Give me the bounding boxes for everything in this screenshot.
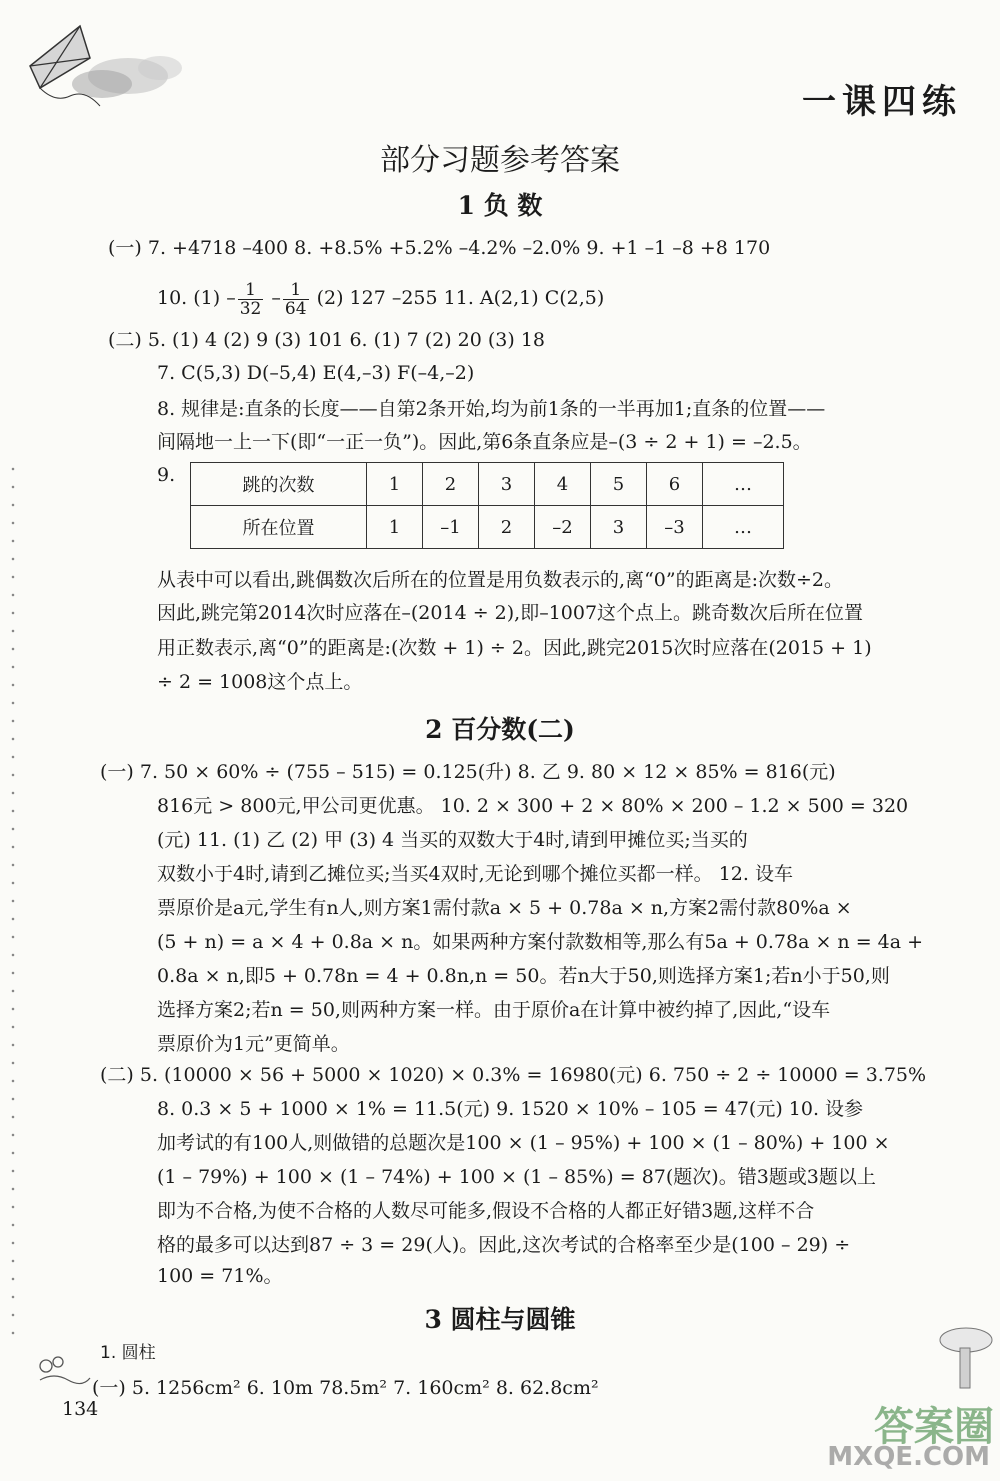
fraction xyxy=(283,281,309,318)
answer-line: 间隔地一上一下(即“一正一负”)。因此,第6条直条应是–(3 ÷ 2 + 1) = –2.5。 xyxy=(157,431,812,453)
answer-line: (二) 5. (1) 4 (2) 9 (3) 101 6. (1) 7 (2) 20 (3) 18 xyxy=(108,329,546,351)
jump-table xyxy=(190,462,784,549)
watermark-url: MXQE.COM xyxy=(827,1442,990,1472)
answer-line: (一) 7. 50 × 60% ÷ (755 – 515) = 0.125(升) 8. 乙 9. 80 × 12 × 85% = 816(元) xyxy=(100,761,836,783)
fraction-denominator: 64 xyxy=(284,298,307,319)
brand-logo: 一课四练 xyxy=(802,82,962,122)
table-cell: 跳的次数 xyxy=(191,463,367,506)
answer-line-fractions xyxy=(157,278,604,318)
fraction-numerator: 1 xyxy=(283,281,309,300)
answer-text: – xyxy=(265,287,281,309)
answer-line: 用正数表示,离“0”的距离是:(次数 + 1) ÷ 2。因此,跳完2015次时应落在(2015 + 1) xyxy=(157,637,872,659)
answer-line: (一) 7. +4718 –400 8. +8.5% +5.2% –4.2% –2.0% 9. +1 –1 –8 +8 170 xyxy=(108,237,771,259)
answer-line: 8. 规律是:直条的长度——自第2条开始,均为前1条的一半再加1;直条的位置—— xyxy=(157,398,826,420)
answer-line: (元) 11. (1) 乙 (2) 甲 (3) 4 当买的双数大于4时,请到甲摊位买;当买的 xyxy=(157,829,748,851)
mushroom-illustration xyxy=(930,1320,996,1400)
answer-line: (5 + n) = a × 4 + 0.8a × n。如果两种方案付款数相等,那么有5a + 0.78a × n = 4a + xyxy=(157,931,924,953)
table-cell: 1 xyxy=(367,506,423,549)
answer-line: 8. 0.3 × 5 + 1000 × 1% = 11.5(元) 9. 1520 × 10% – 105 = 47(元) 10. 设参 xyxy=(157,1098,864,1120)
answer-line: 加考试的有100人,则做错的总题次是100 × (1 – 95%) + 100 × (1 – 80%) + 100 × xyxy=(157,1132,890,1154)
section-title-2: 2 百分数(二) xyxy=(425,715,575,744)
table-cell: 2 xyxy=(479,506,535,549)
answer-line: 816元 > 800元,甲公司更优惠。 10. 2 × 300 + 2 × 80% × 200 – 1.2 × 500 = 320 xyxy=(157,795,909,817)
table-cell: –3 xyxy=(647,506,703,549)
answer-line: 双数小于4时,请到乙摊位买;当买4双时,无论到哪个摊位买都一样。 12. 设车 xyxy=(157,863,793,885)
table-cell: 所在位置 xyxy=(191,506,367,549)
table-cell: … xyxy=(703,506,784,549)
table-cell: 4 xyxy=(535,463,591,506)
answer-line: 9. xyxy=(157,464,176,486)
section-title-3: 3 圆柱与圆锥 xyxy=(424,1305,576,1334)
answer-line: 100 = 71%。 xyxy=(157,1265,283,1287)
answer-line: 格的最多可以达到87 ÷ 3 = 29(人)。因此,这次考试的合格率至少是(100 – 29) ÷ xyxy=(157,1234,851,1256)
table-cell: 1 xyxy=(367,463,423,506)
table-cell: 3 xyxy=(591,506,647,549)
table-cell: 3 xyxy=(479,463,535,506)
answer-line: 0.8a × n,即5 + 0.78n = 4 + 0.8n,n = 50。若n大于50,则选择方案1;若n小于50,则 xyxy=(157,965,890,987)
table-row xyxy=(191,463,784,506)
watermark-logo: 答案圈 xyxy=(874,1404,994,1450)
answer-line: (一) 5. 1256cm² 6. 10m 78.5m² 7. 160cm² 8. 62.8cm² xyxy=(92,1377,599,1399)
answer-line: 因此,跳完第2014次时应落在–(2014 ÷ 2),即–1007这个点上。跳奇数次后所在位置 xyxy=(157,602,864,624)
fraction xyxy=(238,281,264,318)
fraction-denominator: 32 xyxy=(239,298,262,319)
answer-line: 从表中可以看出,跳偶数次后所在的位置是用负数表示的,离“0”的距离是:次数÷2。 xyxy=(157,569,844,591)
answer-line: 7. C(5,3) D(–5,4) E(4,–3) F(–4,–2) xyxy=(157,362,475,384)
page-number: 134 xyxy=(62,1398,99,1420)
answer-line: ÷ 2 = 1008这个点上。 xyxy=(157,671,363,693)
answer-text: 10. (1) – xyxy=(157,287,236,309)
table-cell: –2 xyxy=(535,506,591,549)
kite-cloud-illustration xyxy=(10,18,190,118)
table-row xyxy=(191,506,784,549)
flower-doodle-icon xyxy=(34,1350,94,1390)
answer-line: 1. 圆柱 xyxy=(100,1343,156,1363)
table-cell: 6 xyxy=(647,463,703,506)
answer-line: 票原价为1元”更简单。 xyxy=(157,1033,350,1055)
fraction-numerator: 1 xyxy=(238,281,264,300)
table-cell: –1 xyxy=(423,506,479,549)
page-title: 部分习题参考答案 xyxy=(380,143,620,178)
table-cell: … xyxy=(703,463,784,506)
answer-line: (1 – 79%) + 100 × (1 – 74%) + 100 × (1 – 85%) = 87(题次)。错3题或3题以上 xyxy=(157,1166,876,1188)
table-cell: 5 xyxy=(591,463,647,506)
answer-line: 即为不合格,为使不合格的人数尽可能多,假设不合格的人都正好错3题,这样不合 xyxy=(157,1200,815,1222)
section-title-1: 1 负 数 xyxy=(457,191,543,220)
table-cell: 2 xyxy=(423,463,479,506)
margin-dots xyxy=(10,460,16,1340)
answer-line: 选择方案2;若n = 50,则两种方案一样。由于原价a在计算中被约掉了,因此,“设车 xyxy=(157,999,831,1021)
answer-line: 票原价是a元,学生有n人,则方案1需付款a × 5 + 0.78a × n,方案2需付款80%a × xyxy=(157,897,852,919)
answer-text: (2) 127 –255 11. A(2,1) C(2,5) xyxy=(310,287,605,309)
answer-line: (二) 5. (10000 × 56 + 5000 × 1020) × 0.3% = 16980(元) 6. 750 ÷ 2 ÷ 10000 = 3.75% xyxy=(100,1064,927,1086)
